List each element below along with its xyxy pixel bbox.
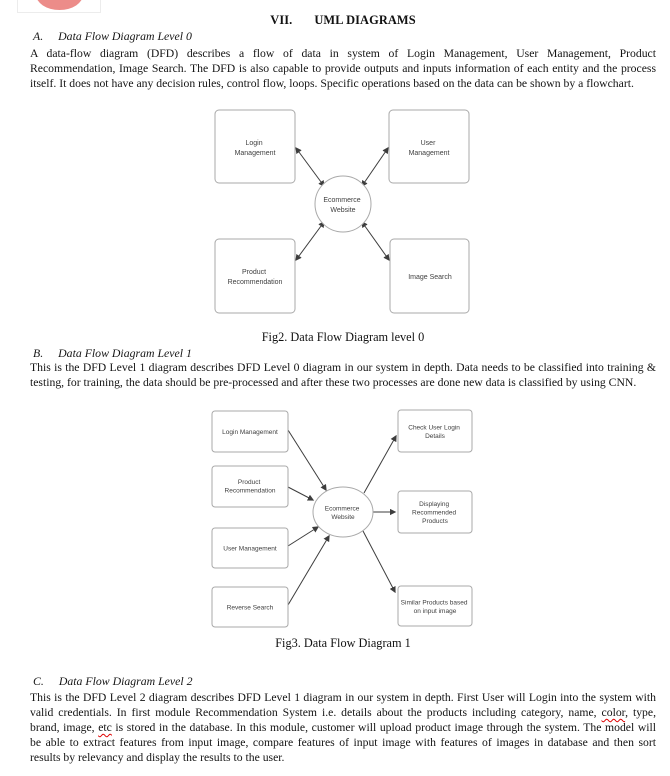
fig2-node-product-label: Product Recommendation: [227, 269, 283, 286]
text-segment: , type,: [625, 706, 656, 719]
paragraph-b: [30, 360, 656, 390]
paragraph-line: [30, 720, 656, 735]
section-title: [30, 13, 656, 28]
text-segment: is stored in the database. In this module, customer will upload product image through the system. The model will: [111, 721, 657, 734]
fig2-node-login-label: Login Management: [234, 140, 276, 157]
logo-ellipse-fragment-icon: [36, 0, 83, 10]
text-segment: This is the DFD Level 2 diagram describes DFD Level 1 diagram in our system in depth. First User will Login into the system with: [30, 691, 656, 704]
paragraph-line: [30, 735, 656, 750]
fig3-arrow-center-check: [364, 436, 396, 493]
text-segment: This is the DFD Level 1 diagram describes DFD Level 0 diagram in our system in depth. Data needs to be classified into training &: [30, 361, 656, 374]
misspelled-word: color: [601, 706, 626, 719]
fig2-node-user-label: User Management: [408, 140, 450, 157]
paragraph-line: [30, 360, 656, 375]
fig3-arrow-center-similar: [363, 531, 395, 592]
heading-b-text: Data Flow Diagram Level 1: [58, 346, 192, 360]
paragraph-line: [30, 690, 656, 705]
text-segment: itself. It does not have any decision rules, control flow, loops. Specific operations based on the data can be shown by a flowchart.: [30, 77, 634, 90]
fig3-arrow-login-center: [288, 430, 326, 490]
fig3-node-user-label: User Management: [223, 545, 277, 553]
heading-a: [33, 29, 653, 44]
text-segment: A data-flow diagram (DFD) describes a flow of data in system of Login Management, User Management, Product: [30, 47, 656, 60]
text-segment: Recommendation, Image Search. The DFD is also capable to provide outputs and inputs information of each entity and the process: [30, 62, 656, 75]
fig2-dfd-level0-diagram: [190, 100, 490, 332]
fig3-dfd-level1-diagram: [190, 405, 490, 633]
paragraph-line: [30, 375, 656, 390]
fig2-node-product-box: [215, 239, 295, 313]
paragraph-line: [30, 705, 656, 720]
fig2-arrow-product-center: [296, 222, 324, 260]
paragraph-line: [30, 750, 656, 765]
fig2-arrow-image-center: [362, 222, 389, 260]
fig2-center-process-circle: [315, 176, 371, 232]
text-segment: testing, for training, the data should be pre-processed and after these two processes are done new data is classified by using CNN.: [30, 376, 637, 389]
fig3-node-product-label: Product Recommendation: [224, 479, 276, 495]
cropped-logo-box: [17, 0, 101, 13]
fig2-caption: Fig2. Data Flow Diagram level 0: [261, 330, 425, 344]
fig3-caption: Fig3. Data Flow Diagram 1: [275, 636, 411, 650]
misspelled-word: etc: [98, 721, 112, 734]
heading-b-label: B.: [33, 346, 44, 360]
fig3-arrow-user-center: [288, 527, 318, 546]
fig3-node-displaying-label: Displaying Recommended Products: [412, 501, 457, 525]
paragraph-a: [30, 46, 656, 91]
heading-b: [33, 346, 653, 361]
text-segment: valid credentials. In first module Recommendation System i.e. details about the products including category, name,: [30, 706, 602, 719]
paragraph-line: [30, 76, 656, 91]
heading-c-label: C.: [33, 674, 44, 688]
paragraph-line: [30, 61, 656, 76]
section-title-text: UML DIAGRAMS: [314, 13, 416, 27]
fig3-node-similar-label: Similar Products based on input image: [400, 599, 468, 615]
fig2-arrow-user-center: [362, 148, 388, 186]
fig3-center-process-label: Ecommerce Website: [324, 505, 360, 521]
fig3-arrow-reverse-center: [288, 536, 329, 605]
fig3-node-product-box: [212, 466, 288, 507]
fig3-node-reverse-label: Reverse Search: [226, 604, 274, 612]
section-number: VII.: [270, 13, 293, 27]
paragraph-c: [30, 690, 656, 765]
fig2-arrow-login-center: [296, 148, 324, 186]
fig2-node-image-label: Image Search: [408, 274, 452, 281]
heading-a-text: Data Flow Diagram Level 0: [58, 29, 192, 43]
fig3-node-check-label: Check User Login Details: [408, 424, 460, 440]
text-segment: results by relevancy and display the results to the user.: [30, 751, 285, 764]
fig2-center-process-label: Ecommerce Website: [323, 197, 361, 214]
fig3-arrow-product-center: [288, 487, 313, 500]
text-segment: be able to extract features from input image, compare features of input image with features of images in database and then sort: [30, 736, 656, 749]
heading-c-text: Data Flow Diagram Level 2: [58, 674, 193, 688]
fig3-node-login-label: Login Management: [222, 429, 278, 436]
heading-a-label: A.: [33, 29, 44, 43]
paragraph-line: [30, 46, 656, 61]
heading-c: [33, 674, 653, 689]
text-segment: brand, image,: [30, 721, 99, 734]
